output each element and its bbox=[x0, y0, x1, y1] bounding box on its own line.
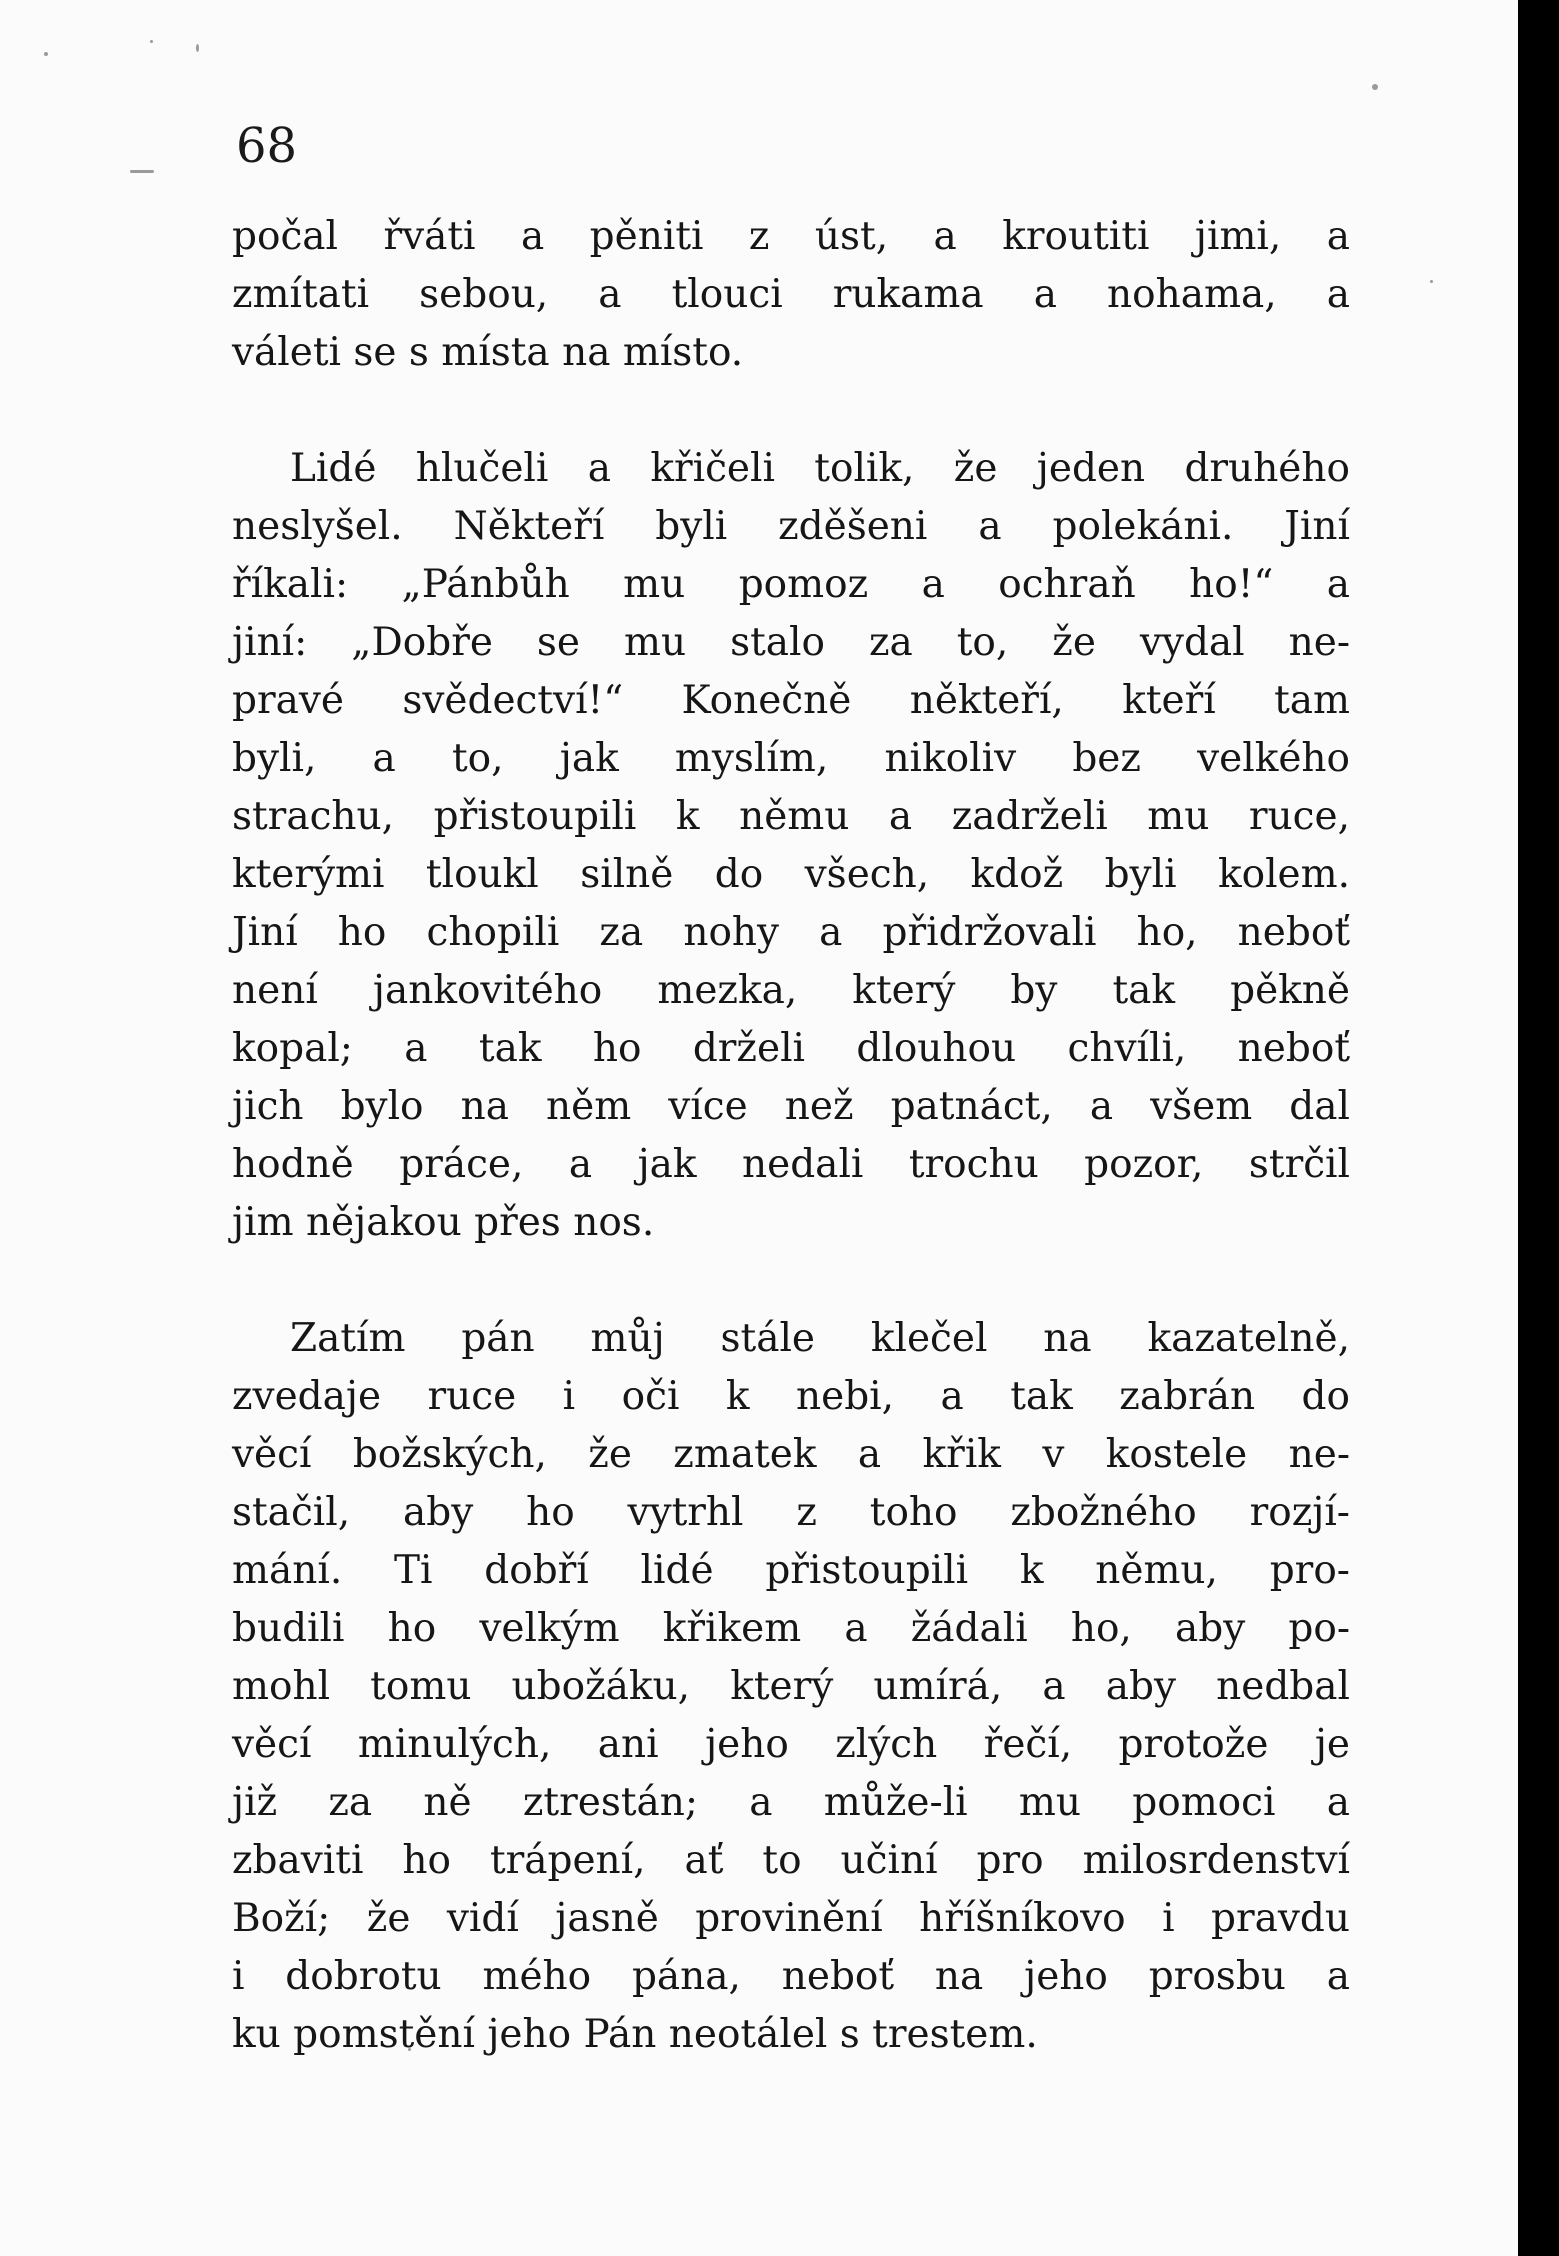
text-line: neslyšel. Někteří byli zděšeni a polekáni. Jiní bbox=[232, 504, 1350, 549]
paragraph-1 bbox=[232, 208, 1350, 382]
scan-speck bbox=[1372, 84, 1378, 90]
text-line: váleti se s místa na místo. bbox=[232, 330, 744, 375]
text-line: zmítati sebou, a tlouci rukama a nohama, a bbox=[232, 272, 1350, 317]
text-line: věcí božských, že zmatek a křik v kostele ne- bbox=[232, 1432, 1350, 1477]
paragraph-3 bbox=[232, 1310, 1350, 2064]
page-edge-shadow bbox=[1518, 0, 1559, 2256]
text-line: zvedaje ruce i oči k nebi, a tak zabrán do bbox=[232, 1374, 1350, 1419]
scan-speck bbox=[196, 44, 199, 52]
text-line: věcí minulých, ani jeho zlých řečí, protože je bbox=[232, 1722, 1350, 1767]
text-line: Boží; že vidí jasně provinění hříšníkovo i pravdu bbox=[232, 1896, 1350, 1941]
scan-speck bbox=[130, 170, 154, 173]
text-line: kopal; a tak ho drželi dlouhou chvíli, neboť bbox=[232, 1026, 1350, 1071]
text-line: jiní: „Dobře se mu stalo za to, že vydal ne- bbox=[232, 620, 1350, 665]
text-line: Zatím pán můj stále klečel na kazatelně, bbox=[290, 1316, 1350, 1361]
scan-speck bbox=[1430, 280, 1433, 283]
text-line: Lidé hlučeli a křičeli tolik, že jeden druhého bbox=[290, 446, 1350, 491]
text-line: počal řváti a pěniti z úst, a kroutiti jimi, a bbox=[232, 214, 1350, 259]
text-line: jich bylo na něm více než patnáct, a všem dal bbox=[232, 1084, 1350, 1129]
text-line: mání. Ti dobří lidé přistoupili k němu, pro- bbox=[232, 1548, 1350, 1593]
text-line: budili ho velkým křikem a žádali ho, aby po- bbox=[232, 1606, 1350, 1651]
text-line: není jankovitého mezka, který by tak pěkně bbox=[232, 968, 1350, 1013]
text-line: ku pomstění jeho Pán neotálel s trestem. bbox=[232, 2012, 1038, 2057]
body-text bbox=[232, 208, 1350, 2064]
text-line: kterými tloukl silně do všech, kdož byli kolem. bbox=[232, 852, 1350, 897]
text-line: i dobrotu mého pána, neboť na jeho prosbu a bbox=[232, 1954, 1350, 1999]
text-line: Jiní ho chopili za nohy a přidržovali ho, neboť bbox=[232, 910, 1350, 955]
text-line: říkali: „Pánbůh mu pomoz a ochraň ho!“ a bbox=[232, 562, 1350, 607]
page-number: 68 bbox=[236, 118, 298, 174]
text-line: zbaviti ho trápení, ať to učiní pro milosrdenství bbox=[232, 1838, 1350, 1883]
text-line: mohl tomu ubožáku, který umírá, a aby nedbal bbox=[232, 1664, 1350, 1709]
scan-speck bbox=[44, 52, 48, 56]
scan-speck bbox=[150, 40, 153, 43]
text-line: byli, a to, jak myslím, nikoliv bez velkého bbox=[232, 736, 1350, 781]
text-line: stačil, aby ho vytrhl z toho zbožného rozjí- bbox=[232, 1490, 1350, 1535]
text-line: jim nějakou přes nos. bbox=[232, 1200, 655, 1245]
text-line: již za ně ztrestán; a může-li mu pomoci a bbox=[232, 1780, 1350, 1825]
text-line: hodně práce, a jak nedali trochu pozor, strčil bbox=[232, 1142, 1350, 1187]
text-line: pravé svědectví!“ Konečně někteří, kteří tam bbox=[232, 678, 1350, 723]
text-line: strachu, přistoupili k němu a zadrželi mu ruce, bbox=[232, 794, 1350, 839]
paragraph-2 bbox=[232, 440, 1350, 1252]
